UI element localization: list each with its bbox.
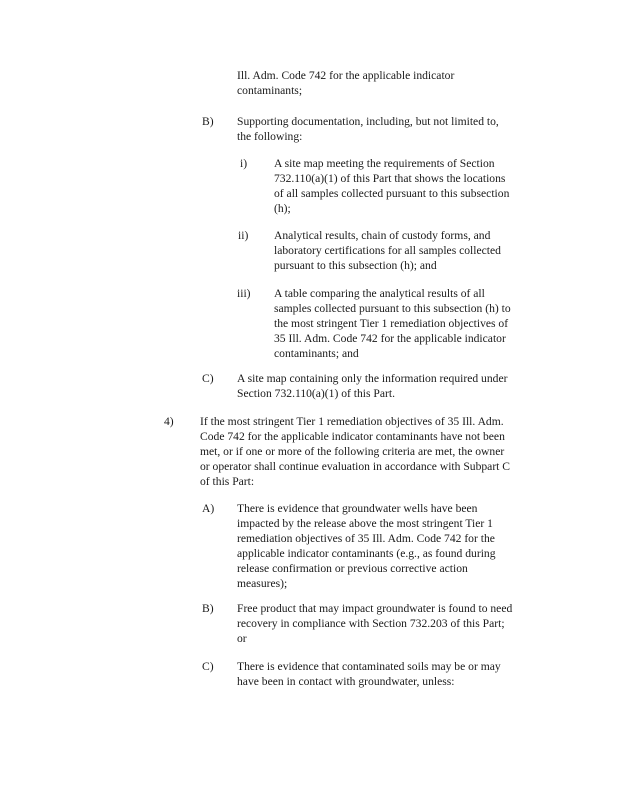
text-line: 35 Ill. Adm. Code 742 for the applicable indicator [274, 332, 506, 345]
item-b-text [237, 114, 577, 144]
subitem-iii-text [274, 286, 584, 361]
text-line: A site map meeting the requirements of Section [274, 157, 495, 170]
item-4-c-marker: C) [202, 660, 214, 673]
text-line: pursuant to this subsection (h); and [274, 259, 437, 272]
text-line: release confirmation or previous corrective action [237, 562, 468, 575]
text-line: contaminants; [237, 84, 303, 97]
text-line: samples collected pursuant to this subsection (h) to [274, 302, 511, 315]
text-line: remediation objectives of 35 Ill. Adm. Code 742 for the [237, 532, 495, 545]
text-line: A site map containing only the information required under [237, 372, 508, 385]
text-line: measures); [237, 577, 288, 590]
continuation-text [237, 68, 577, 98]
item-4-text [200, 414, 590, 489]
text-line: (h); [274, 202, 291, 215]
item-b-marker: B) [202, 115, 214, 128]
text-line: Ill. Adm. Code 742 for the applicable indicator [237, 69, 455, 82]
text-line: applicable indicator contaminants (e.g., as found during [237, 547, 496, 560]
subitem-i-marker: i) [240, 157, 248, 170]
subitem-i-text [274, 156, 584, 216]
item-4-b-marker: B) [202, 602, 214, 615]
item-c-text [237, 371, 587, 401]
text-line: There is evidence that contaminated soils may be or may [237, 660, 501, 673]
text-line: the following: [237, 130, 303, 143]
text-line: A table comparing the analytical results of all [274, 287, 485, 300]
text-line: or operator shall continue evaluation in accordance with Subpart C [200, 460, 511, 473]
text-line: laboratory certifications for all samples collected [274, 244, 501, 257]
text-line: the most stringent Tier 1 remediation objectives of [274, 317, 509, 330]
text-line: There is evidence that groundwater wells have been [237, 502, 478, 515]
subitem-ii-text [274, 228, 584, 273]
text-line: or [237, 632, 247, 645]
text-line: Code 742 for the applicable indicator contaminants have not been [200, 430, 505, 443]
item-4-a-marker: A) [202, 502, 215, 515]
text-line: Supporting documentation, including, but not limited to, [237, 115, 499, 128]
text-line: 732.110(a)(1) of this Part that shows the locations [274, 172, 506, 185]
subitem-iii-marker: iii) [237, 287, 251, 300]
item-4-c-text [237, 659, 587, 689]
text-line: Free product that may impact groundwater is found to need [237, 602, 513, 615]
item-4-b-text [237, 601, 587, 646]
text-line: of this Part: [200, 475, 255, 488]
item-c-marker: C) [202, 372, 214, 385]
subitem-ii-marker: ii) [238, 229, 249, 242]
text-line: of all samples collected pursuant to this subsection [274, 187, 510, 200]
text-line: Analytical results, chain of custody forms, and [274, 229, 491, 242]
text-line: recovery in compliance with Section 732.203 of this Part; [237, 617, 505, 630]
text-line: contaminants; and [274, 347, 359, 360]
item-4-marker: 4) [164, 415, 174, 428]
text-line: met, or if one or more of the following criteria are met, the owner [200, 445, 505, 458]
text-line: If the most stringent Tier 1 remediation objectives of 35 Ill. Adm. [200, 415, 504, 428]
item-4-a-text [237, 501, 577, 591]
text-line: have been in contact with groundwater, unless: [237, 675, 455, 688]
text-line: Section 732.110(a)(1) of this Part. [237, 387, 395, 400]
text-line: impacted by the release above the most stringent Tier 1 [237, 517, 493, 530]
